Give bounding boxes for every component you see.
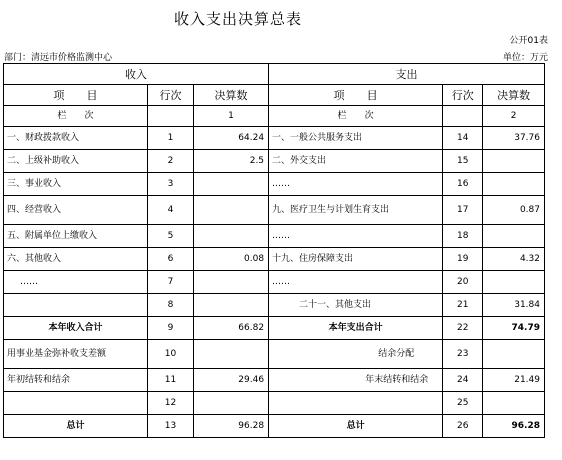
expense-item: …… [269,271,443,294]
income-row-no: 13 [148,415,194,438]
income-item: 四、经营收入 [4,196,148,225]
income-item: 二、上级补助收入 [4,150,148,173]
expense-row-no: 26 [443,415,483,438]
income-row-no: 9 [148,317,194,340]
table-row [4,340,545,369]
income-subtotal-label: 本年收入合计 [4,317,148,340]
expense-subtotal-label: 本年支出合计 [269,317,443,340]
expense-row-no: 17 [443,196,483,225]
expense-row-no-header: 行次 [443,85,483,106]
table-row [4,248,545,271]
income-row-no: 3 [148,173,194,196]
income-row-no: 2 [148,150,194,173]
income-row-no-header: 行次 [148,85,194,106]
expense-row-no: 14 [443,127,483,150]
income-row-no: 11 [148,369,194,392]
unit-label: 单位：万元 [502,53,548,63]
table-row [4,317,545,340]
income-amount: 0.08 [193,248,268,271]
expense-total-amount: 96.28 [483,415,545,438]
table-row [4,392,545,415]
income-row-no: 7 [148,271,194,294]
column-index-row [4,106,545,127]
income-column-number: 1 [193,106,268,127]
income-item: 年初结转和结余 [4,369,148,392]
income-item: 三、事业收入 [4,173,148,196]
section-row [4,64,545,85]
income-amount [193,196,268,225]
expense-amount [483,340,545,369]
income-row-no: 1 [148,127,194,150]
table-row [4,127,545,150]
expense-row-no: 20 [443,271,483,294]
expense-row-no: 18 [443,225,483,248]
table-row [4,415,545,438]
expense-section-header: 支出 [269,64,545,85]
expense-amount: 0.87 [483,196,545,225]
expense-row-no: 15 [443,150,483,173]
form-code: 公开01表 [509,36,548,46]
expense-amount [483,225,545,248]
income-item: …… [4,271,148,294]
income-amount [193,271,268,294]
expense-item: 一、一般公共服务支出 [269,127,443,150]
income-item: 用事业基金弥补收支差额 [4,340,148,369]
income-row-no: 8 [148,294,194,317]
expense-amount: 37.76 [483,127,545,150]
income-amount [193,173,268,196]
income-amount [193,392,268,415]
expense-total-label: 总计 [269,415,443,438]
table-row [4,369,545,392]
expense-row-no: 22 [443,317,483,340]
expense-amount: 31.84 [483,294,545,317]
income-item [4,294,148,317]
expense-column-blank [443,106,483,127]
expense-amount: 4.32 [483,248,545,271]
expense-row-no: 21 [443,294,483,317]
income-section-header: 收入 [4,64,269,85]
report-title: 收入支出决算总表 [173,10,302,28]
expense-column-number: 2 [483,106,545,127]
income-amount [193,225,268,248]
income-item-header: 项 目 [4,85,148,106]
income-row-no: 4 [148,196,194,225]
table-row [4,173,545,196]
expense-row-no: 16 [443,173,483,196]
expense-amount [483,392,545,415]
table-row [4,150,545,173]
table-row [4,196,545,225]
expense-item: 十九、住房保障支出 [269,248,443,271]
expense-amount: 21.49 [483,369,545,392]
income-total-label: 总计 [4,415,148,438]
expense-item: 二、外交支出 [269,150,443,173]
income-amount: 2.5 [193,150,268,173]
expense-item: …… [269,225,443,248]
expense-item: 九、医疗卫生与计划生育支出 [269,196,443,225]
income-amount: 29.46 [193,369,268,392]
income-amount [193,294,268,317]
expense-item: 结余分配 [269,340,443,369]
income-item: 五、附属单位上缴收入 [4,225,148,248]
column-header-row [4,85,545,106]
income-column-blank [148,106,194,127]
expense-column-label: 栏 次 [269,106,443,127]
income-subtotal-amount: 66.82 [193,317,268,340]
income-item [4,392,148,415]
expense-item-header: 项 目 [269,85,443,106]
expense-item: 二十一、其他支出 [269,294,443,317]
table-row [4,225,545,248]
income-item: 六、其他收入 [4,248,148,271]
income-total-amount: 96.28 [193,415,268,438]
expense-item: 年末结转和结余 [269,369,443,392]
expense-item [269,392,443,415]
expense-amount [483,271,545,294]
table-row [4,271,545,294]
expense-subtotal-amount: 74.79 [483,317,545,340]
income-amount-header: 决算数 [193,85,268,106]
income-amount [193,340,268,369]
department-label: 部门：清远市价格监测中心 [4,53,113,63]
expense-amount [483,173,545,196]
expense-row-no: 23 [443,340,483,369]
expense-row-no: 25 [443,392,483,415]
income-row-no: 12 [148,392,194,415]
income-row-no: 5 [148,225,194,248]
expense-row-no: 24 [443,369,483,392]
income-expense-table [3,63,545,438]
income-row-no: 10 [148,340,194,369]
expense-row-no: 19 [443,248,483,271]
expense-item: …… [269,173,443,196]
income-row-no: 6 [148,248,194,271]
table-row [4,294,545,317]
income-amount: 64.24 [193,127,268,150]
income-column-label: 栏 次 [4,106,148,127]
expense-amount [483,150,545,173]
income-item: 一、财政拨款收入 [4,127,148,150]
expense-amount-header: 决算数 [483,85,545,106]
